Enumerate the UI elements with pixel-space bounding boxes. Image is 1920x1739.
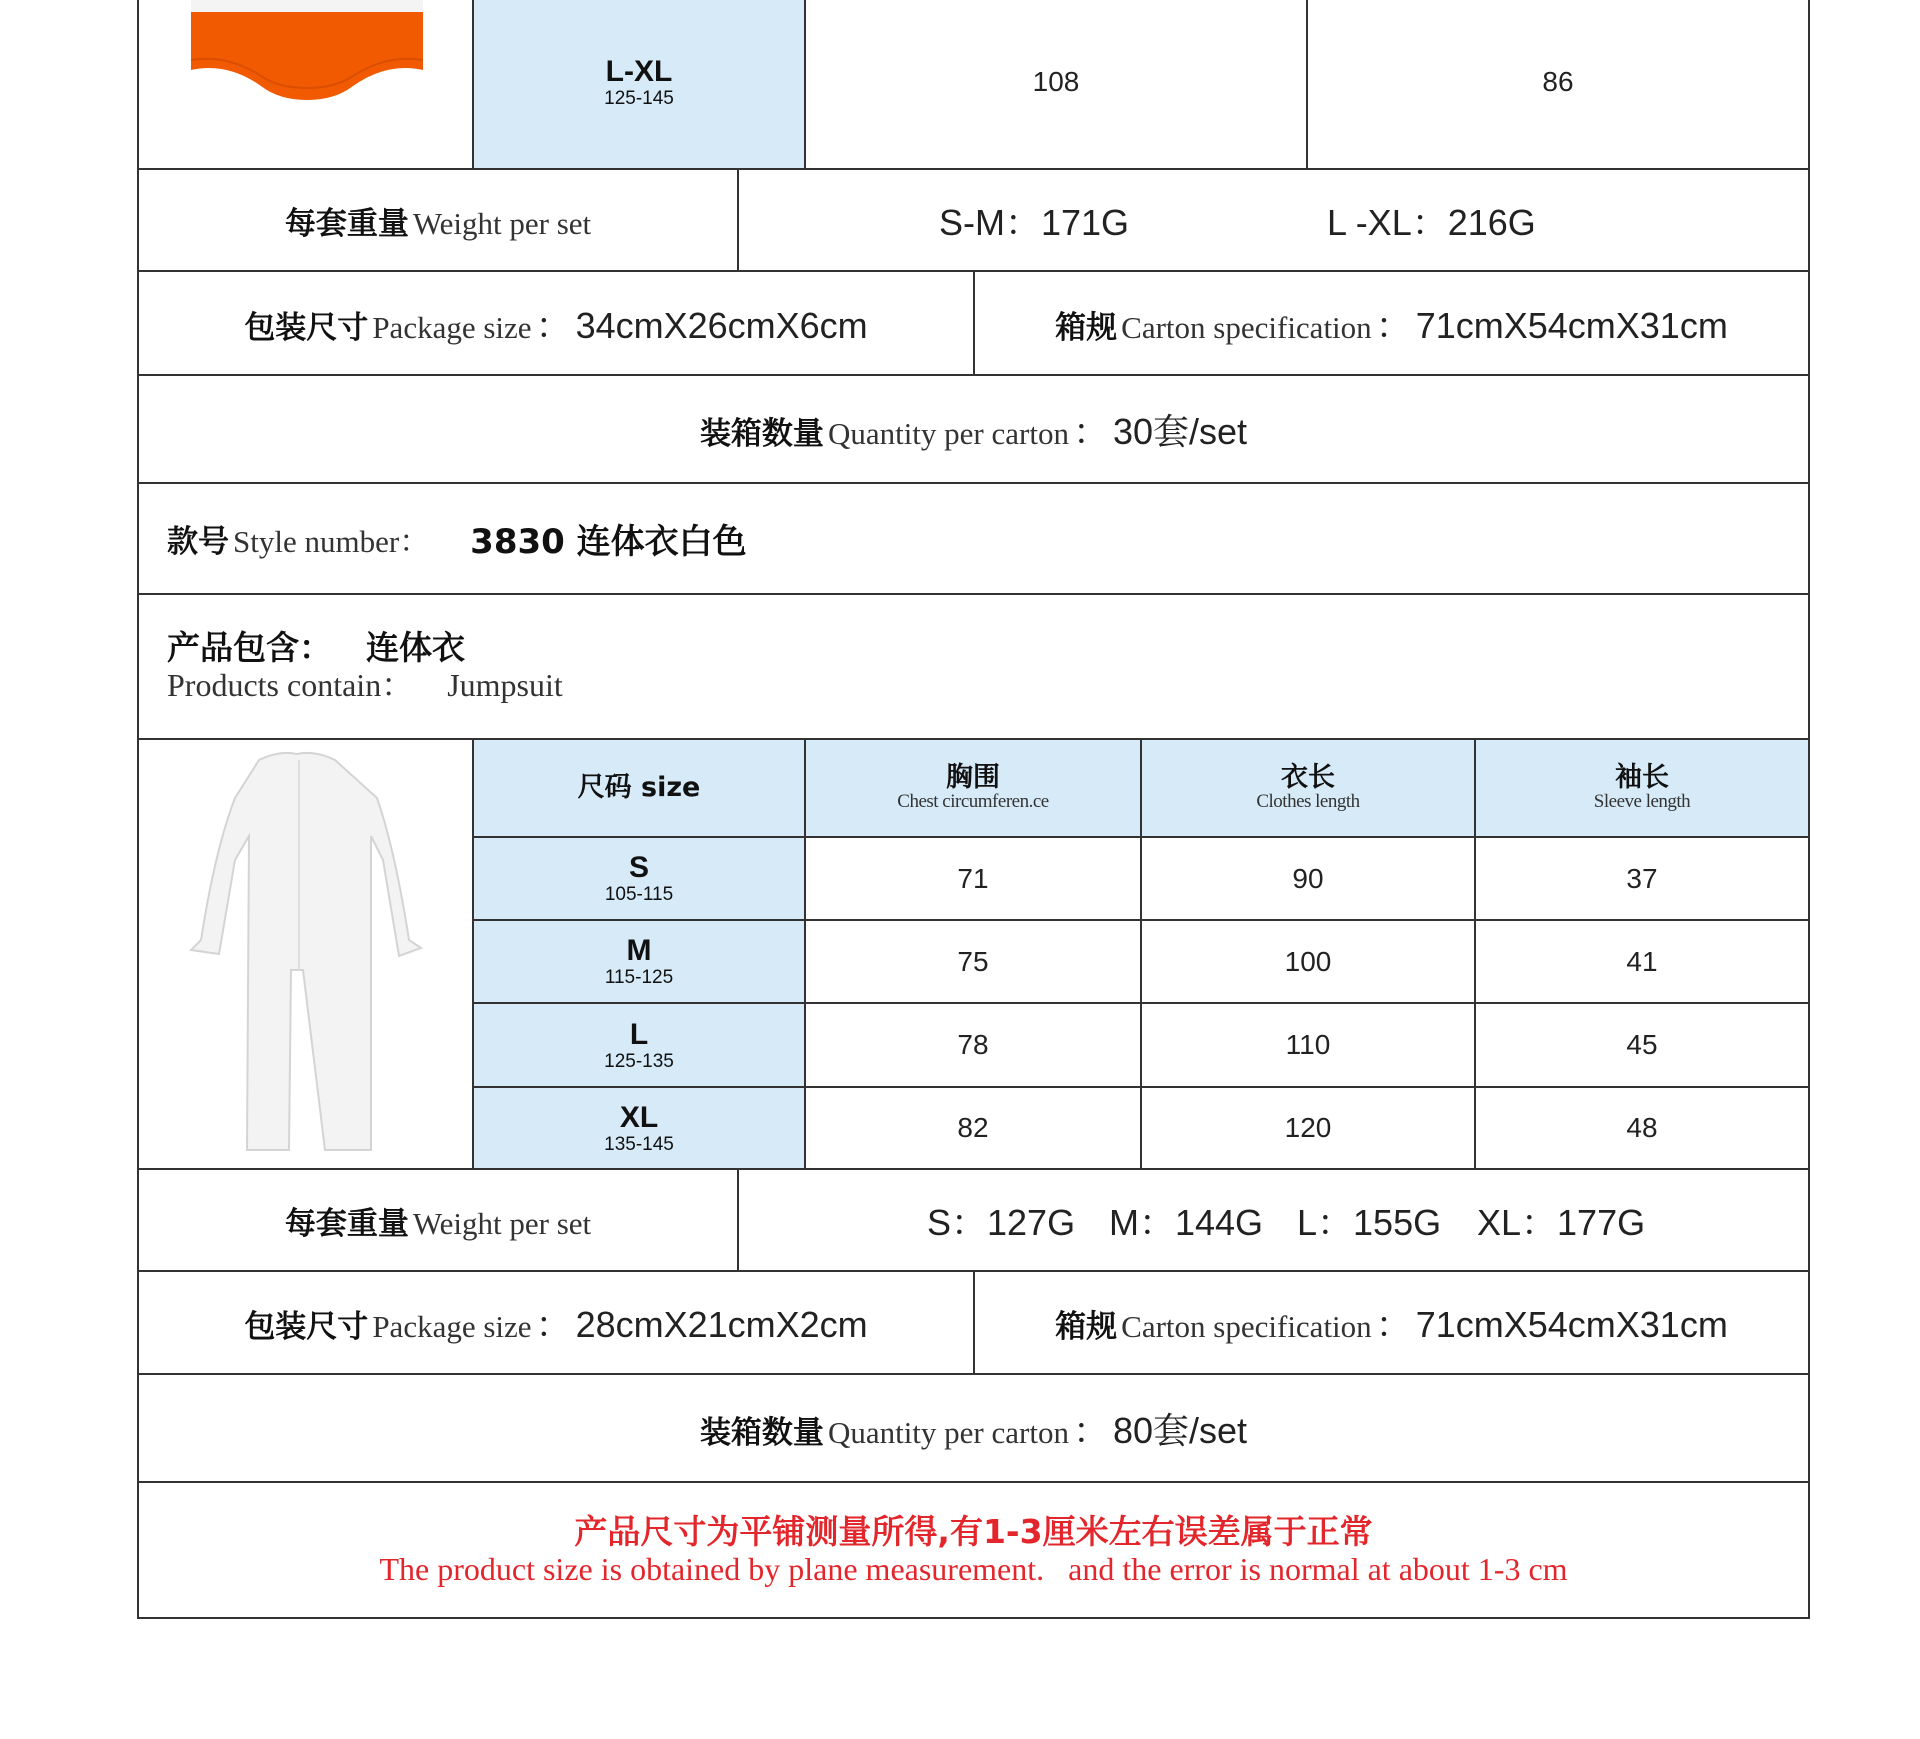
- table-cell: 48: [1474, 1086, 1810, 1170]
- product-image-orange: [137, 0, 474, 170]
- contains-label-zh: 产品包含：: [167, 628, 332, 668]
- weight-values-cell: [737, 168, 1810, 272]
- weight-value: S-M：171G: [939, 201, 1130, 243]
- package-value: 34cmX26cmX6cm: [575, 304, 868, 346]
- style-label-zh: 款号: [167, 524, 229, 560]
- style-value: 3830 连体衣白色: [470, 522, 747, 562]
- table-cell: 45: [1474, 1002, 1810, 1088]
- carton-value: 71cmX54cmX31cm: [1415, 1304, 1728, 1345]
- orange-garment-illustration: [139, 0, 474, 170]
- table-cell: 37: [1474, 836, 1810, 921]
- weight-label-en: Weight per set: [412, 1205, 592, 1241]
- contains-label-en: Products contain：: [167, 667, 414, 704]
- table-cell: 82: [804, 1086, 1142, 1170]
- note-en: The product size is obtained by plane measurement. and the error is normal at about 1-3 cm: [379, 1550, 1568, 1587]
- style-label-en: Style number：: [233, 524, 431, 559]
- carton-cell: 箱规 Carton specification ： 71cmX54cmX31cm: [973, 1270, 1810, 1375]
- weight-label-cell: [137, 1168, 739, 1272]
- table-cell: 100: [1140, 919, 1476, 1004]
- package-cell: 包装尺寸 Package size ： 34cmX26cmX6cm: [137, 270, 975, 376]
- quantity-cell: 装箱数量 Quantity per carton ： 30套/set: [137, 374, 1810, 484]
- table-cell: 41: [1474, 919, 1810, 1004]
- package-value: 28cmX21cmX2cm: [575, 1304, 868, 1345]
- weight-value: L：155G: [1297, 1201, 1442, 1243]
- package-cell: 包装尺寸 Package size ： 28cmX21cmX2cm: [137, 1270, 975, 1375]
- package-label-zh: 包装尺寸: [244, 1309, 369, 1345]
- value-cell: 86: [1306, 0, 1810, 170]
- table-cell: 78: [804, 1002, 1142, 1088]
- contains-value-en: Jumpsuit: [447, 667, 563, 704]
- carton-label-zh: 箱规: [1055, 309, 1118, 346]
- quantity-label-zh: 装箱数量: [699, 415, 824, 452]
- carton-cell: 箱规 Carton specification ： 71cmX54cmX31cm: [973, 270, 1810, 376]
- note-zh: 产品尺寸为平铺测量所得,有1-3厘米左右误差属于正常: [574, 1511, 1373, 1551]
- table-row-size: XL 135-145: [472, 1086, 806, 1170]
- carton-label-en: Carton specification: [1121, 309, 1372, 345]
- table-row-size: M 115-125: [472, 919, 806, 1004]
- size-cell-lxl: [472, 0, 806, 170]
- white-jumpsuit-illustration: [139, 740, 474, 1170]
- products-contain-cell: [137, 593, 1810, 740]
- quantity-label-zh: 装箱数量: [699, 1414, 824, 1451]
- weight-value: M：144G: [1109, 1201, 1264, 1243]
- table-row-size: S 105-115: [472, 836, 806, 921]
- table-cell: 75: [804, 919, 1142, 1004]
- table-cell: 120: [1140, 1086, 1476, 1170]
- weight-value: S：127G: [927, 1201, 1076, 1243]
- header-clothes-length: 衣长 Clothes length: [1140, 738, 1476, 838]
- table-row-size: L 125-135: [472, 1002, 806, 1088]
- quantity-value: 80套/set: [1112, 1409, 1248, 1451]
- value-cell: 108: [804, 0, 1308, 170]
- header-sleeve-length: 袖长 Sleeve length: [1474, 738, 1810, 838]
- header-size: 尺码 size: [472, 738, 806, 838]
- quantity-label-en: Quantity per carton: [827, 1414, 1069, 1450]
- product-image-jumpsuit: [137, 738, 474, 1170]
- weight-value: XL：177G: [1477, 1201, 1646, 1243]
- table-cell: 90: [1140, 836, 1476, 921]
- table-cell: 110: [1140, 1002, 1476, 1088]
- height-range: 125-145: [604, 87, 674, 109]
- weight-label-cell: [137, 168, 739, 272]
- quantity-label-en: Quantity per carton: [827, 415, 1069, 451]
- weight-label-en: Weight per set: [412, 205, 592, 241]
- table-cell: 71: [804, 836, 1142, 921]
- package-label-zh: 包装尺寸: [244, 309, 369, 346]
- package-label-en: Package size: [372, 309, 532, 345]
- style-number-cell: [137, 482, 1810, 595]
- contains-value-zh: 连体衣: [366, 628, 465, 668]
- weight-label-zh: 每套重量: [284, 1205, 409, 1242]
- size-sheet: [137, 0, 1810, 1619]
- weight-label-zh: 每套重量: [284, 205, 409, 242]
- size-label: L-XL: [605, 54, 673, 88]
- carton-label-zh: 箱规: [1055, 1309, 1118, 1345]
- quantity-cell: 装箱数量 Quantity per carton ： 80套/set: [137, 1373, 1810, 1483]
- carton-label-en: Carton specification: [1121, 1309, 1372, 1344]
- weight-values-cell: [737, 1168, 1810, 1272]
- package-label-en: Package size: [372, 1309, 532, 1344]
- quantity-value: 30套/set: [1112, 410, 1248, 452]
- weight-value: L -XL：216G: [1327, 201, 1536, 243]
- measurement-note: [137, 1481, 1810, 1619]
- carton-value: 71cmX54cmX31cm: [1415, 304, 1728, 346]
- header-chest: 胸围 Chest circumferen.ce: [804, 738, 1142, 838]
